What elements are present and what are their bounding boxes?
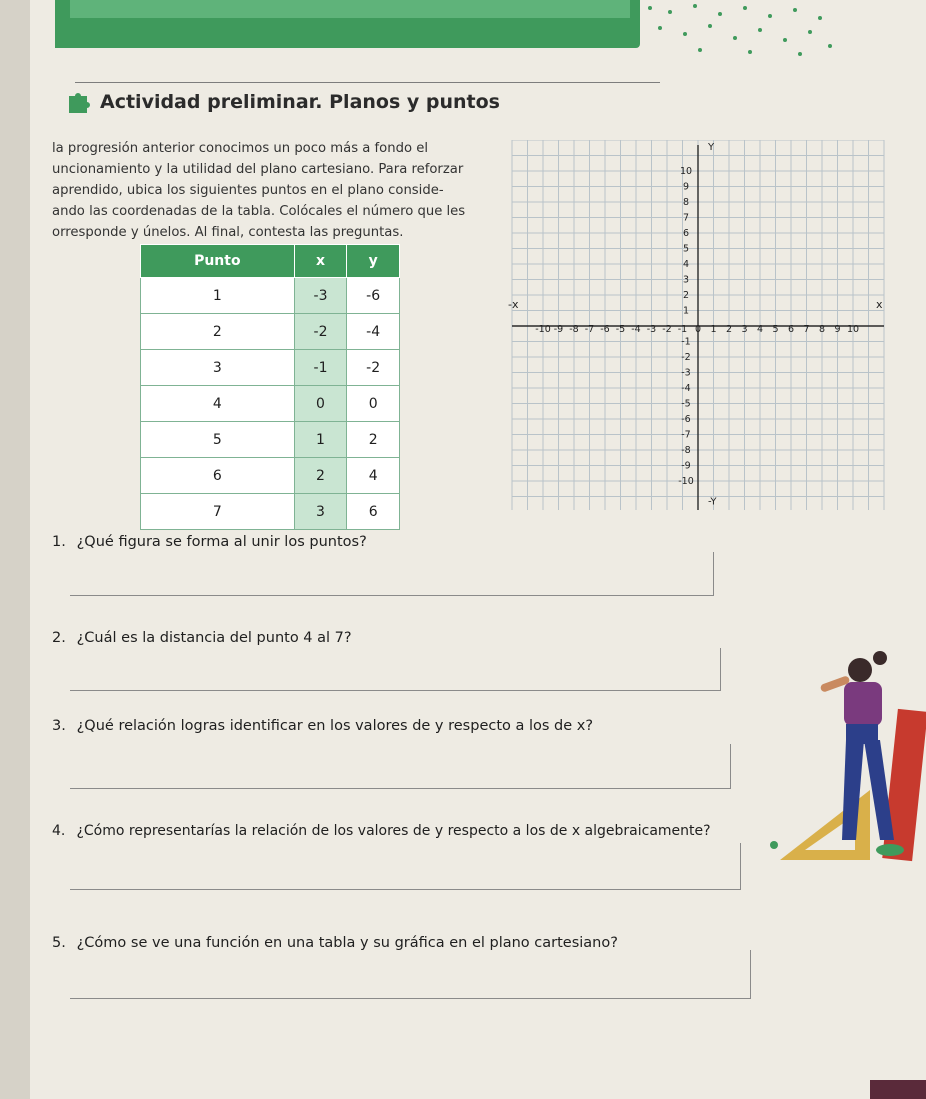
x-tick-label: 9: [834, 324, 841, 335]
y-tick-label: -7: [681, 429, 691, 441]
answer-field-5[interactable]: [70, 950, 751, 999]
table-header-row: [141, 245, 400, 278]
x-tick-label: 0: [694, 324, 702, 335]
table-row: [141, 422, 400, 458]
x-tick-label: 5: [772, 324, 779, 335]
question-text: ¿Qué relación logras identificar en los valores de y respecto a los de x?: [76, 718, 594, 734]
page-title: Actividad preliminar. Planos y puntos: [100, 91, 500, 113]
question-2: [52, 630, 352, 646]
x-tick-label: 8: [818, 324, 826, 335]
column-header-x: x: [294, 245, 347, 278]
x-tick-label: -3: [646, 324, 657, 335]
x-tick-label: -6: [600, 324, 610, 335]
x-tick-label: -10: [535, 324, 551, 335]
x-tick-label: 6: [787, 324, 795, 335]
question-4: [52, 823, 711, 839]
page-edge: [0, 0, 30, 1099]
answer-field-2[interactable]: [70, 648, 721, 691]
cell-punto: 1: [141, 278, 295, 314]
table-row: [141, 386, 400, 422]
cell-punto: 2: [141, 314, 295, 350]
cell-x: 1: [294, 422, 347, 458]
cell-punto: 7: [141, 494, 295, 530]
y-tick-label: -8: [681, 445, 691, 456]
x-tick-label: -2: [662, 324, 672, 335]
question-number: 5.: [52, 935, 66, 951]
x-tick-label: 1: [710, 324, 717, 335]
x-tick-label: -9: [553, 324, 564, 335]
y-tick-label: 3: [682, 274, 690, 286]
cell-x: 3: [294, 494, 347, 530]
cell-y: 0: [347, 386, 400, 422]
cell-y: 2: [347, 422, 400, 458]
cell-x: -2: [294, 314, 347, 350]
intro-line: orresponde y únelos. Al final, contesta las preguntas.: [52, 225, 404, 240]
puzzle-icon: [66, 90, 92, 114]
intro-line: ando las coordenadas de la tabla. Colócales el número que les: [52, 204, 466, 219]
intro-line: la progresión anterior conocimos un poco más a fondo el: [52, 141, 429, 156]
x-tick-label: -4: [631, 324, 641, 335]
cell-punto: 6: [141, 458, 295, 494]
cell-punto: 3: [141, 350, 295, 386]
x-tick-label: 2: [725, 324, 733, 335]
column-header-punto: Punto: [141, 245, 295, 278]
header-divider: [75, 82, 660, 83]
question-number: 1.: [52, 534, 66, 550]
y-tick-label: -6: [681, 414, 691, 425]
table-row: [141, 458, 400, 494]
y-tick-label: 8: [682, 197, 690, 208]
y-axis-neg-label: -Y: [708, 496, 717, 508]
cell-punto: 4: [141, 386, 295, 422]
y-tick-label: -10: [678, 476, 694, 487]
intro-line: uncionamiento y la utilidad del plano cartesiano. Para reforzar: [52, 162, 464, 177]
column-header-y: y: [347, 245, 400, 278]
y-tick-label: 4: [682, 259, 690, 270]
cell-y: 4: [347, 458, 400, 494]
question-number: 4.: [52, 823, 66, 839]
question-number: 2.: [52, 630, 66, 646]
x-tick-label: -8: [569, 324, 579, 335]
background-surface: [870, 1080, 926, 1099]
x-axis-neg-label: -x: [508, 298, 519, 311]
cartesian-plane[interactable]: [492, 140, 892, 510]
woman-with-ruler-illustration: [760, 640, 926, 870]
cell-x: -1: [294, 350, 347, 386]
x-tick-label: -7: [584, 324, 595, 335]
question-3: [52, 718, 593, 734]
intro-paragraph: [52, 138, 490, 243]
question-1: [52, 534, 367, 550]
x-tick-label: 10: [846, 324, 860, 335]
intro-line: aprendido, ubica los siguientes puntos en el plano conside-: [52, 183, 444, 198]
y-tick-label: 6: [682, 228, 690, 239]
x-axis-label: x: [876, 298, 883, 311]
cell-y: -6: [347, 278, 400, 314]
y-tick-label: -4: [681, 383, 691, 394]
table-row: [141, 278, 400, 314]
table-row: [141, 314, 400, 350]
y-tick-label: -2: [681, 352, 691, 363]
y-tick-label: 5: [682, 243, 690, 255]
decorative-dots: [640, 0, 840, 60]
question-text: ¿Qué figura se forma al unir los puntos?: [76, 534, 367, 550]
y-axis-label: Y: [708, 142, 715, 153]
answer-field-3[interactable]: [70, 744, 731, 789]
question-number: 3.: [52, 718, 66, 734]
table-row: [141, 494, 400, 530]
y-tick-label: -9: [681, 460, 691, 472]
question-text: ¿Cuál es la distancia del punto 4 al 7?: [76, 630, 352, 646]
question-text: ¿Cómo se ve una función en una tabla y su gráfica en el plano cartesiano?: [76, 935, 618, 951]
y-tick-label: -3: [681, 367, 691, 379]
x-tick-label: 4: [756, 324, 764, 335]
question-text: ¿Cómo representarías la relación de los valores de y respecto a los de x algebraicamente?: [76, 823, 711, 839]
cell-x: 2: [294, 458, 347, 494]
x-tick-label: -1: [677, 324, 688, 335]
y-tick-label: 1: [682, 305, 690, 317]
y-tick-label: -1: [681, 336, 691, 348]
coordinates-table: [140, 244, 400, 530]
cell-y: -2: [347, 350, 400, 386]
question-5: [52, 935, 618, 951]
x-tick-label: 3: [741, 324, 748, 335]
cell-y: -4: [347, 314, 400, 350]
y-tick-label: 10: [679, 166, 693, 177]
y-tick-label: 7: [682, 212, 690, 224]
cell-punto: 5: [141, 422, 295, 458]
table-row: [141, 350, 400, 386]
x-tick-label: 7: [803, 324, 810, 335]
cell-x: -3: [294, 278, 347, 314]
x-tick-label: -5: [615, 324, 626, 335]
y-tick-label: 9: [682, 181, 690, 193]
header-band-highlight: [70, 0, 630, 18]
cell-y: 6: [347, 494, 400, 530]
answer-field-1[interactable]: [70, 552, 714, 596]
y-tick-label: 2: [682, 290, 690, 301]
cell-x: 0: [294, 386, 347, 422]
y-tick-label: -5: [681, 398, 691, 410]
answer-field-4[interactable]: [70, 843, 741, 890]
